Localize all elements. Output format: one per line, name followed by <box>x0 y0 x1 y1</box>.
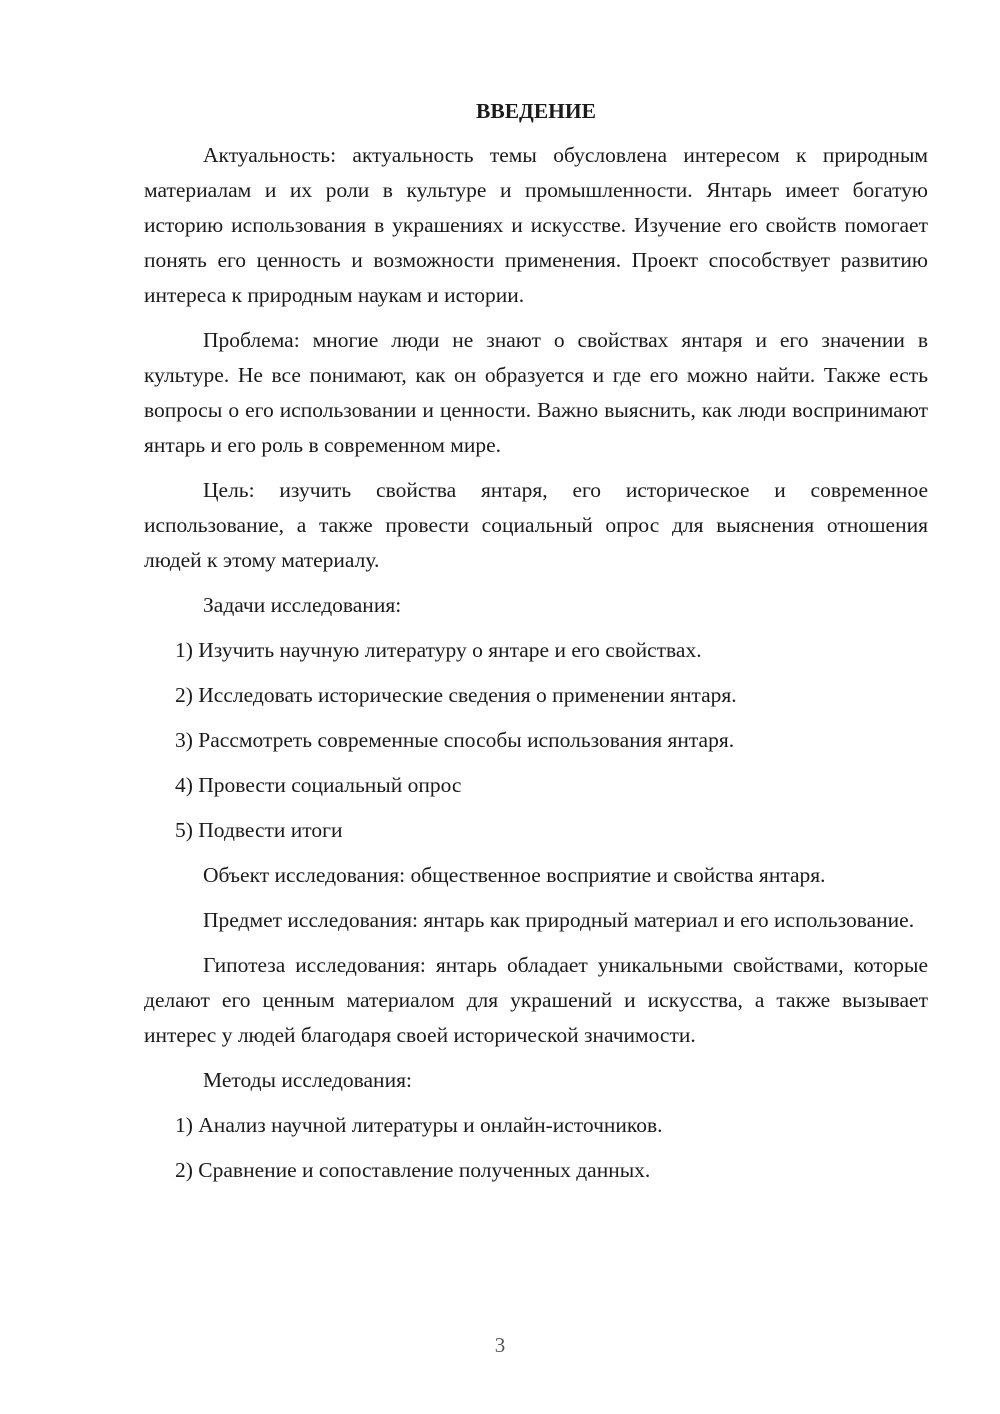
task-item: 2) Исследовать исторические сведения о применении янтаря. <box>175 683 737 707</box>
tasks-heading: Задачи исследования: <box>203 593 402 617</box>
methods-heading: Методы исследования: <box>203 1068 412 1092</box>
method-item: 1) Анализ научной литературы и онлайн-источников. <box>175 1113 663 1137</box>
page-number: 3 <box>494 1333 506 1357</box>
section-title: ВВЕДЕНИЕ <box>476 99 596 123</box>
task-item: 4) Провести социальный опрос <box>175 773 462 797</box>
task-item: 5) Подвести итоги <box>175 818 343 842</box>
problem-paragraph: Проблема: многие люди не знают о свойствах янтаря и его значении в культуре. Не все понимают, как он образуется и где его можно найти. Также есть вопросы о его использовании и ценности. Важно выяснить, как люди воспринимают янтарь и его роль в современном мире. <box>144 328 928 457</box>
object-paragraph: Объект исследования: общественное восприятие и свойства янтаря. <box>203 863 826 887</box>
tasks-list <box>144 633 928 848</box>
relevance-paragraph: Актуальность: актуальность темы обусловлена интересом к природным материалам и их роли в культуре и промышленности. Янтарь имеет богатую историю использования в украшениях и искусстве. Изучение его свойств помогает понять его ценность и возможности применения. Проект способствует развитию интереса к природным наукам и истории. <box>144 143 928 307</box>
methods-list <box>144 1108 928 1188</box>
document-page <box>144 96 928 1198</box>
goal-paragraph: Цель: изучить свойства янтаря, его историческое и современное использование, а также провести социальный опрос для выяснения отношения людей к этому материалу. <box>144 478 928 572</box>
hypothesis-paragraph: Гипотеза исследования: янтарь обладает уникальными свойствами, которые делают его ценным материалом для украшений и искусства, а также вызывает интерес у людей благодаря своей исторической значимости. <box>144 953 928 1047</box>
task-item: 3) Рассмотреть современные способы использования янтаря. <box>175 728 735 752</box>
subject-paragraph: Предмет исследования: янтарь как природный материал и его использование. <box>203 908 915 932</box>
task-item: 1) Изучить научную литературу о янтаре и его свойствах. <box>175 638 702 662</box>
method-item: 2) Сравнение и сопоставление полученных данных. <box>175 1158 651 1182</box>
